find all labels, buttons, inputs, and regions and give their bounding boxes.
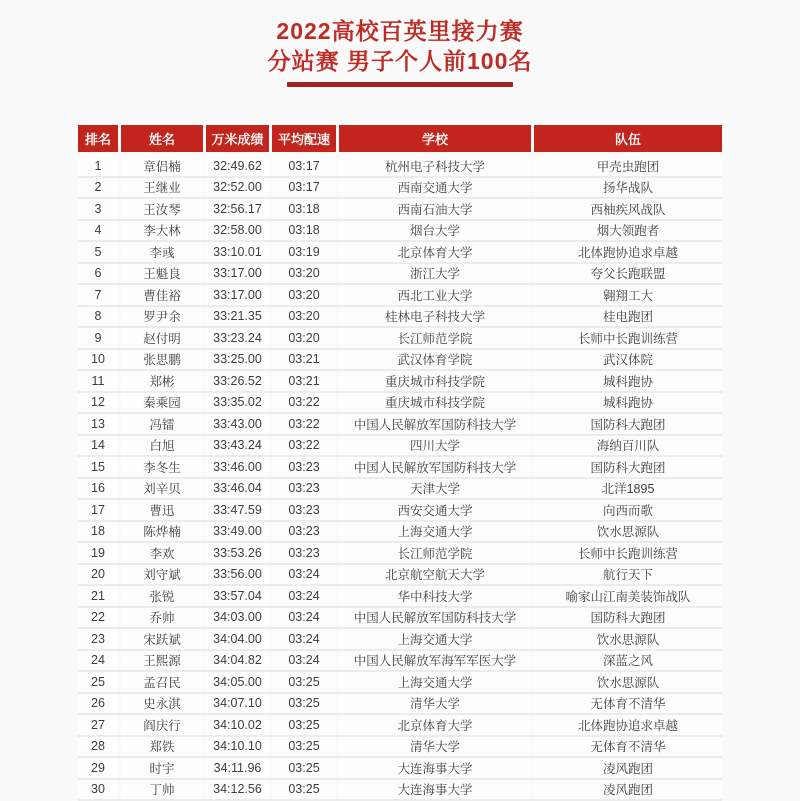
cell-team: 北体跑协追求卓越 (534, 715, 722, 735)
table-row (78, 543, 722, 565)
cell-pace: 03:17 (272, 178, 336, 198)
cell-pace: 03:24 (272, 629, 336, 649)
cell-rank: 12 (78, 393, 118, 413)
table-row (78, 264, 722, 286)
cell-school: 上海交通大学 (339, 629, 531, 649)
table-row (78, 651, 722, 673)
cell-rank: 13 (78, 414, 118, 434)
cell-rank: 18 (78, 522, 118, 542)
cell-pace: 03:22 (272, 414, 336, 434)
table-row (78, 307, 722, 329)
cell-school: 大连海事大学 (339, 780, 531, 800)
cell-name: 孟召民 (121, 672, 203, 692)
cell-name: 王熙源 (121, 651, 203, 671)
cell-name: 李大林 (121, 221, 203, 241)
cell-rank: 15 (78, 457, 118, 477)
cell-name: 张锐 (121, 586, 203, 606)
cell-team: 向西而歌 (534, 500, 722, 520)
cell-result: 33:21.35 (206, 307, 269, 327)
cell-school: 中国人民解放军国防科技大学 (339, 414, 531, 434)
cell-school: 长江师范学院 (339, 543, 531, 563)
cell-name: 王汝琴 (121, 199, 203, 219)
cell-name: 李冬生 (121, 457, 203, 477)
cell-result: 34:05.00 (206, 672, 269, 692)
cell-pace: 03:23 (272, 457, 336, 477)
cell-name: 陈烨楠 (121, 522, 203, 542)
cell-pace: 03:20 (272, 264, 336, 284)
cell-pace: 03:23 (272, 479, 336, 499)
cell-name: 刘守斌 (121, 565, 203, 585)
cell-pace: 03:23 (272, 500, 336, 520)
cell-result: 33:26.52 (206, 371, 269, 391)
cell-result: 32:56.17 (206, 199, 269, 219)
cell-rank: 6 (78, 264, 118, 284)
cell-school: 上海交通大学 (339, 672, 531, 692)
cell-school: 桂林电子科技大学 (339, 307, 531, 327)
cell-rank: 8 (78, 307, 118, 327)
table-row (78, 608, 722, 630)
cell-team: 西柚疾风战队 (534, 199, 722, 219)
cell-team: 海纳百川队 (534, 436, 722, 456)
cell-result: 32:52.00 (206, 178, 269, 198)
table-row (78, 780, 722, 801)
cell-pace: 03:20 (272, 328, 336, 348)
header-cell-result: 万米成绩 (206, 125, 269, 152)
cell-result: 34:03.00 (206, 608, 269, 628)
table-row (78, 350, 722, 372)
cell-name: 李欢 (121, 543, 203, 563)
cell-name: 赵付明 (121, 328, 203, 348)
cell-school: 西北工业大学 (339, 285, 531, 305)
cell-rank: 2 (78, 178, 118, 198)
header-cell-rank: 排名 (78, 125, 118, 152)
page-title-line1: 2022高校百英里接力赛 (0, 16, 800, 46)
table-row (78, 414, 722, 436)
header-cell-team: 队伍 (534, 125, 722, 152)
table-row (78, 565, 722, 587)
cell-result: 34:10.02 (206, 715, 269, 735)
cell-result: 33:56.00 (206, 565, 269, 585)
cell-pace: 03:20 (272, 307, 336, 327)
cell-name: 张思鹏 (121, 350, 203, 370)
cell-result: 33:25.00 (206, 350, 269, 370)
cell-name: 李彧 (121, 242, 203, 262)
cell-name: 罗尹余 (121, 307, 203, 327)
cell-team: 北体跑协追求卓越 (534, 242, 722, 262)
cell-pace: 03:25 (272, 672, 336, 692)
cell-rank: 29 (78, 758, 118, 778)
table-row (78, 586, 722, 608)
cell-pace: 03:17 (272, 156, 336, 176)
table-row (78, 156, 722, 178)
table-row (78, 522, 722, 544)
title-underline (287, 82, 513, 87)
header-cell-pace: 平均配速 (272, 125, 336, 152)
title-block (0, 0, 800, 87)
cell-result: 33:43.00 (206, 414, 269, 434)
cell-name: 秦乘园 (121, 393, 203, 413)
cell-name: 宋跃斌 (121, 629, 203, 649)
cell-school: 中国人民解放军国防科技大学 (339, 457, 531, 477)
cell-result: 34:10.10 (206, 737, 269, 757)
cell-team: 无体育不清华 (534, 694, 722, 714)
cell-rank: 23 (78, 629, 118, 649)
table-row (78, 285, 722, 307)
cell-name: 冯镭 (121, 414, 203, 434)
cell-school: 清华大学 (339, 694, 531, 714)
cell-school: 西南交通大学 (339, 178, 531, 198)
cell-result: 32:49.62 (206, 156, 269, 176)
cell-school: 重庆城市科技学院 (339, 371, 531, 391)
cell-rank: 28 (78, 737, 118, 757)
cell-pace: 03:18 (272, 199, 336, 219)
cell-pace: 03:23 (272, 543, 336, 563)
cell-pace: 03:24 (272, 651, 336, 671)
cell-team: 凌风跑团 (534, 780, 722, 800)
cell-name: 曹迅 (121, 500, 203, 520)
cell-team: 国防科大跑团 (534, 608, 722, 628)
cell-result: 33:23.24 (206, 328, 269, 348)
table-row (78, 715, 722, 737)
cell-result: 34:07.10 (206, 694, 269, 714)
cell-name: 时宇 (121, 758, 203, 778)
cell-result: 33:10.01 (206, 242, 269, 262)
cell-team: 凌风跑团 (534, 758, 722, 778)
cell-pace: 03:25 (272, 780, 336, 800)
cell-rank: 11 (78, 371, 118, 391)
cell-rank: 27 (78, 715, 118, 735)
table-row (78, 436, 722, 458)
cell-rank: 30 (78, 780, 118, 800)
cell-name: 史永淇 (121, 694, 203, 714)
cell-school: 四川大学 (339, 436, 531, 456)
cell-team: 烟大领跑者 (534, 221, 722, 241)
cell-school: 中国人民解放军国防科技大学 (339, 608, 531, 628)
cell-pace: 03:24 (272, 586, 336, 606)
table-header-row (78, 125, 722, 152)
cell-name: 郑铁 (121, 737, 203, 757)
cell-rank: 19 (78, 543, 118, 563)
cell-pace: 03:25 (272, 758, 336, 778)
table-row (78, 629, 722, 651)
table-row (78, 672, 722, 694)
cell-rank: 24 (78, 651, 118, 671)
cell-rank: 25 (78, 672, 118, 692)
cell-team: 翱翔工大 (534, 285, 722, 305)
cell-rank: 5 (78, 242, 118, 262)
table-body (78, 156, 722, 801)
cell-pace: 03:20 (272, 285, 336, 305)
cell-rank: 9 (78, 328, 118, 348)
results-table (78, 125, 722, 801)
cell-school: 西安交通大学 (339, 500, 531, 520)
cell-school: 浙江大学 (339, 264, 531, 284)
cell-pace: 03:21 (272, 371, 336, 391)
cell-result: 34:11.96 (206, 758, 269, 778)
table-row (78, 500, 722, 522)
cell-result: 33:53.26 (206, 543, 269, 563)
cell-rank: 1 (78, 156, 118, 176)
cell-school: 北京航空航天大学 (339, 565, 531, 585)
table-row (78, 178, 722, 200)
cell-pace: 03:18 (272, 221, 336, 241)
cell-rank: 17 (78, 500, 118, 520)
cell-name: 王魁良 (121, 264, 203, 284)
table-row (78, 694, 722, 716)
cell-rank: 7 (78, 285, 118, 305)
cell-team: 城科跑协 (534, 371, 722, 391)
cell-pace: 03:25 (272, 694, 336, 714)
header-cell-name: 姓名 (121, 125, 203, 152)
cell-pace: 03:22 (272, 436, 336, 456)
cell-result: 32:58.00 (206, 221, 269, 241)
cell-team: 夸父长跑联盟 (534, 264, 722, 284)
cell-rank: 16 (78, 479, 118, 499)
cell-team: 深蓝之风 (534, 651, 722, 671)
cell-name: 郑彬 (121, 371, 203, 391)
cell-school: 烟台大学 (339, 221, 531, 241)
cell-team: 北洋1895 (534, 479, 722, 499)
cell-team: 国防科大跑团 (534, 457, 722, 477)
cell-result: 33:49.00 (206, 522, 269, 542)
table-row (78, 393, 722, 415)
cell-rank: 21 (78, 586, 118, 606)
cell-rank: 4 (78, 221, 118, 241)
cell-team: 长师中长跑训练营 (534, 328, 722, 348)
cell-school: 武汉体育学院 (339, 350, 531, 370)
cell-team: 喻家山江南美装饰战队 (534, 586, 722, 606)
cell-school: 中国人民解放军海军军医大学 (339, 651, 531, 671)
cell-pace: 03:24 (272, 608, 336, 628)
cell-pace: 03:25 (272, 737, 336, 757)
cell-name: 刘辛贝 (121, 479, 203, 499)
cell-team: 饮水思源队 (534, 629, 722, 649)
cell-result: 33:43.24 (206, 436, 269, 456)
cell-rank: 26 (78, 694, 118, 714)
cell-rank: 14 (78, 436, 118, 456)
cell-team: 桂电跑团 (534, 307, 722, 327)
cell-team: 饮水思源队 (534, 672, 722, 692)
table-row (78, 457, 722, 479)
cell-result: 33:17.00 (206, 285, 269, 305)
cell-school: 重庆城市科技学院 (339, 393, 531, 413)
cell-team: 长师中长跑训练营 (534, 543, 722, 563)
cell-rank: 22 (78, 608, 118, 628)
cell-team: 扬华战队 (534, 178, 722, 198)
cell-name: 曹佳裕 (121, 285, 203, 305)
cell-name: 阎庆行 (121, 715, 203, 735)
cell-school: 北京体育大学 (339, 715, 531, 735)
cell-result: 33:57.04 (206, 586, 269, 606)
cell-school: 华中科技大学 (339, 586, 531, 606)
cell-school: 清华大学 (339, 737, 531, 757)
table-row (78, 758, 722, 780)
table-row (78, 371, 722, 393)
cell-team: 国防科大跑团 (534, 414, 722, 434)
cell-school: 大连海事大学 (339, 758, 531, 778)
cell-name: 白旭 (121, 436, 203, 456)
table-row (78, 242, 722, 264)
cell-team: 城科跑协 (534, 393, 722, 413)
cell-result: 34:12.56 (206, 780, 269, 800)
cell-school: 北京体育大学 (339, 242, 531, 262)
cell-pace: 03:21 (272, 350, 336, 370)
cell-result: 33:46.04 (206, 479, 269, 499)
table-row (78, 737, 722, 759)
cell-rank: 10 (78, 350, 118, 370)
cell-result: 33:35.02 (206, 393, 269, 413)
cell-rank: 20 (78, 565, 118, 585)
cell-school: 杭州电子科技大学 (339, 156, 531, 176)
cell-name: 乔帅 (121, 608, 203, 628)
cell-pace: 03:25 (272, 715, 336, 735)
cell-result: 33:47.59 (206, 500, 269, 520)
header-cell-school: 学校 (339, 125, 531, 152)
cell-rank: 3 (78, 199, 118, 219)
cell-pace: 03:23 (272, 522, 336, 542)
cell-result: 33:46.00 (206, 457, 269, 477)
cell-school: 上海交通大学 (339, 522, 531, 542)
table-row (78, 221, 722, 243)
cell-school: 西南石油大学 (339, 199, 531, 219)
table-row (78, 199, 722, 221)
cell-team: 航行天下 (534, 565, 722, 585)
cell-result: 34:04.82 (206, 651, 269, 671)
cell-school: 长江师范学院 (339, 328, 531, 348)
cell-team: 甲壳虫跑团 (534, 156, 722, 176)
cell-pace: 03:19 (272, 242, 336, 262)
cell-result: 34:04.00 (206, 629, 269, 649)
cell-pace: 03:24 (272, 565, 336, 585)
cell-result: 33:17.00 (206, 264, 269, 284)
cell-team: 饮水思源队 (534, 522, 722, 542)
page-title-line2: 分站赛 男子个人前100名 (0, 46, 800, 76)
cell-pace: 03:22 (272, 393, 336, 413)
cell-team: 武汉体院 (534, 350, 722, 370)
cell-name: 王继业 (121, 178, 203, 198)
table-row (78, 479, 722, 501)
table-row (78, 328, 722, 350)
cell-name: 章侣楠 (121, 156, 203, 176)
cell-school: 天津大学 (339, 479, 531, 499)
cell-name: 丁帅 (121, 780, 203, 800)
cell-team: 无体育不清华 (534, 737, 722, 757)
